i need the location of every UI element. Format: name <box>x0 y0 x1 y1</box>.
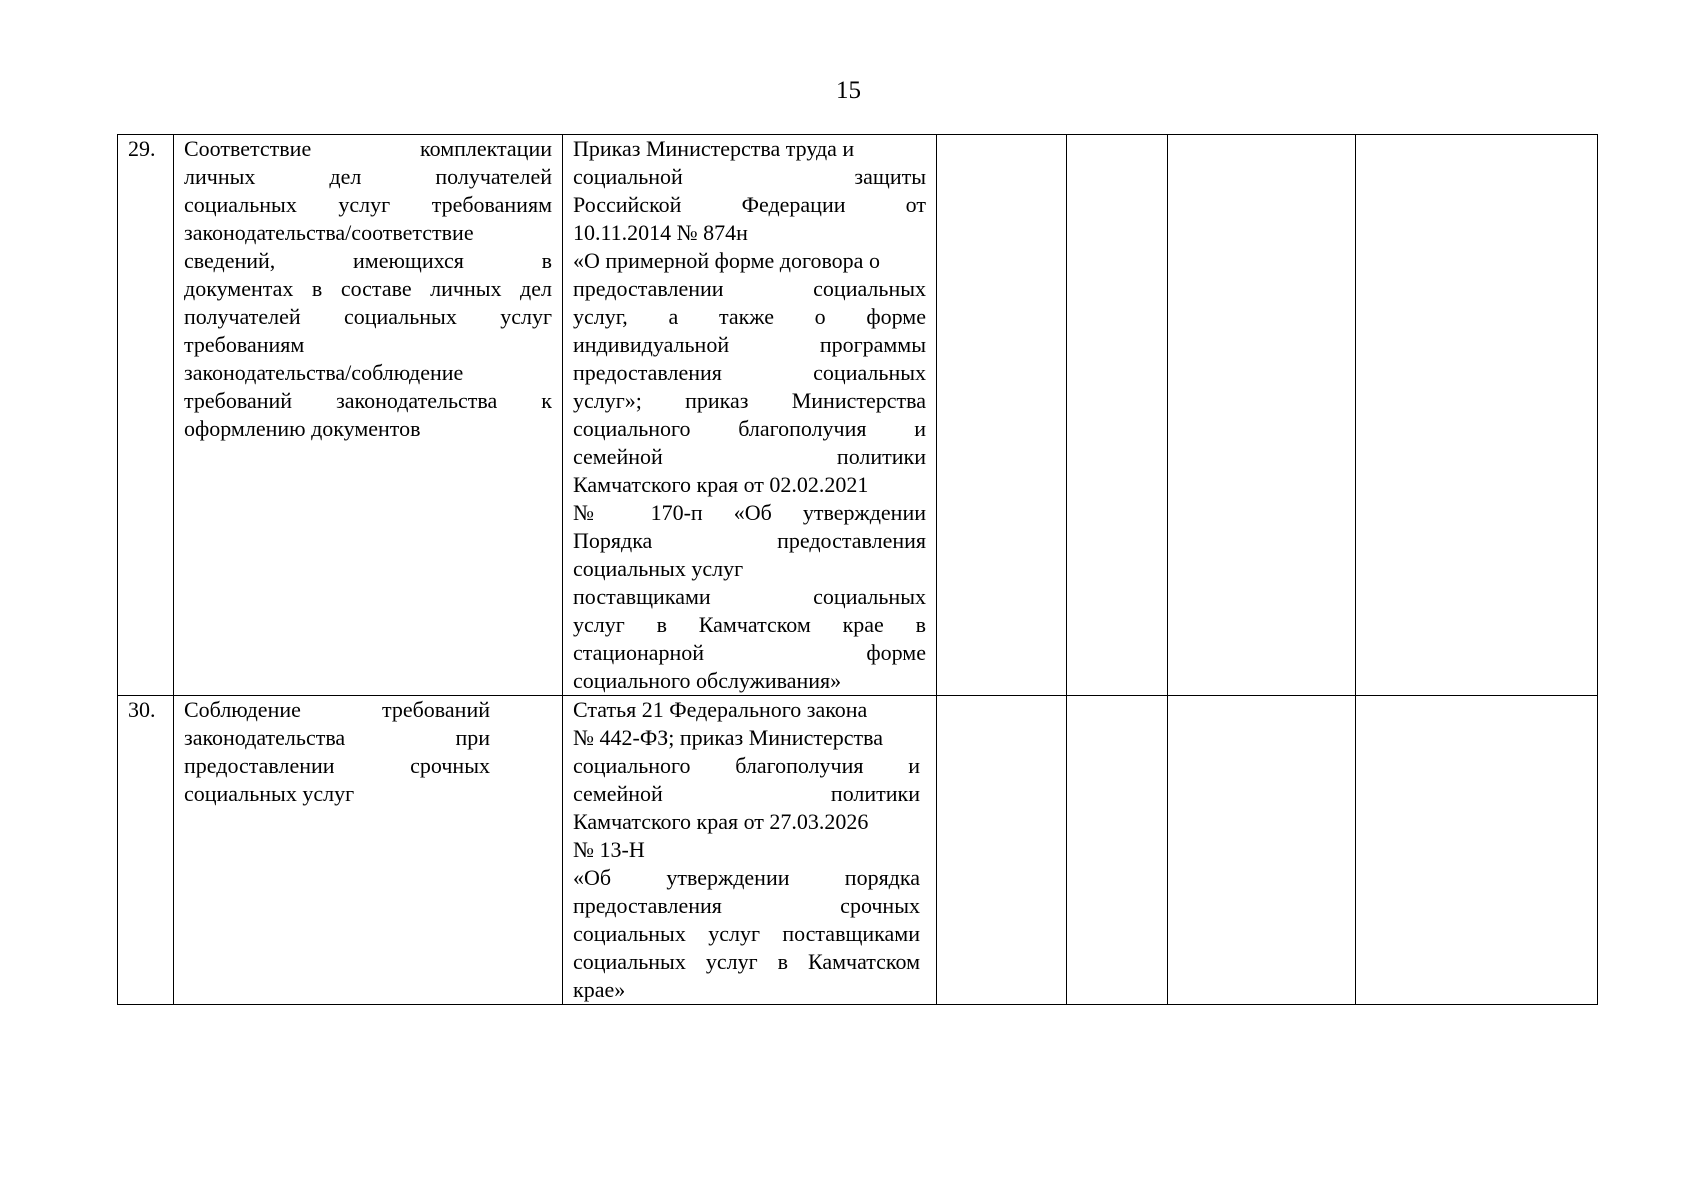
requirement-line: законодательства/соблюдение <box>184 360 464 385</box>
requirement-cell <box>174 696 563 1005</box>
legal-basis-line: социальных услуг <box>573 556 744 581</box>
empty-cell <box>1067 696 1168 1005</box>
requirement-line: законодательства при <box>184 725 490 750</box>
table-row <box>118 135 1598 696</box>
legal-basis-line: № 170-п «Об утверждении <box>573 500 926 525</box>
legal-basis-line: Статья 21 Федерального закона <box>573 697 868 722</box>
requirement-line: получателей социальных услуг <box>184 304 552 329</box>
empty-cell <box>1356 696 1598 1005</box>
legal-basis-line: Камчатского края от 27.03.2026 <box>573 809 869 834</box>
legal-basis-line: «Об утверждении порядка <box>573 865 920 890</box>
legal-basis-line: семейной политики <box>573 444 926 469</box>
requirement-line: личных дел получателей <box>184 164 552 189</box>
requirement-cell <box>174 135 563 696</box>
requirement-line: законодательства/соответствие <box>184 220 474 245</box>
legal-basis-cell <box>563 696 937 1005</box>
requirement-line: сведений, имеющихся в <box>184 248 552 273</box>
requirement-line: требованиям <box>184 332 305 357</box>
legal-basis-line: стационарной форме <box>573 640 926 665</box>
legal-basis-line: услуг, а также о форме <box>573 304 926 329</box>
legal-basis-line: «О примерной форме договора о <box>573 248 880 273</box>
legal-basis-line: социального благополучия и <box>573 416 926 441</box>
requirement-line: Соответствие комплектации <box>184 136 552 161</box>
empty-cell <box>1356 135 1598 696</box>
legal-basis-line: крае» <box>573 977 626 1002</box>
legal-basis-line: № 442-ФЗ; приказ Министерства <box>573 725 883 750</box>
requirement-line: оформлению документов <box>184 416 421 441</box>
legal-basis-line: социальных услуг в Камчатском <box>573 949 920 974</box>
requirement-line: Соблюдение требований <box>184 697 490 722</box>
empty-cell <box>1168 135 1356 696</box>
legal-basis-line: социального обслуживания» <box>573 668 842 693</box>
legal-basis-line: предоставления социальных <box>573 360 926 385</box>
legal-basis-line: Приказ Министерства труда и <box>573 136 855 161</box>
row-number: 29. <box>118 135 174 696</box>
legal-basis-line: Камчатского края от 02.02.2021 <box>573 472 869 497</box>
requirement-line: документах в составе личных дел <box>184 276 552 301</box>
empty-cell <box>1168 696 1356 1005</box>
row-number: 30. <box>118 696 174 1005</box>
legal-basis-line: социального благополучия и <box>573 753 920 778</box>
legal-basis-cell <box>563 135 937 696</box>
empty-cell <box>937 135 1067 696</box>
legal-basis-line: услуг в Камчатском крае в <box>573 612 926 637</box>
requirement-line: социальных услуг требованиям <box>184 192 552 217</box>
legal-basis-line: предоставлении социальных <box>573 276 926 301</box>
legal-basis-line: социальной защиты <box>573 164 926 189</box>
legal-basis-line: семейной политики <box>573 781 920 806</box>
legal-basis-line: индивидуальной программы <box>573 332 926 357</box>
legal-basis-line: Российской Федерации от <box>573 192 926 217</box>
legal-basis-line: поставщиками социальных <box>573 584 926 609</box>
requirement-line: социальных услуг <box>184 781 355 806</box>
legal-basis-line: предоставления срочных <box>573 893 920 918</box>
requirement-line: предоставлении срочных <box>184 753 490 778</box>
legal-basis-line: 10.11.2014 № 874н <box>573 220 748 245</box>
legal-basis-line: № 13-Н <box>573 837 645 862</box>
legal-basis-line: социальных услуг поставщиками <box>573 921 920 946</box>
table-row <box>118 696 1598 1005</box>
legal-basis-line: Порядка предоставления <box>573 528 926 553</box>
empty-cell <box>937 696 1067 1005</box>
empty-cell <box>1067 135 1168 696</box>
requirement-line: требований законодательства к <box>184 388 552 413</box>
legal-basis-line: услуг»; приказ Министерства <box>573 388 926 413</box>
checklist-table <box>117 134 1598 1005</box>
page-number: 15 <box>836 77 861 104</box>
